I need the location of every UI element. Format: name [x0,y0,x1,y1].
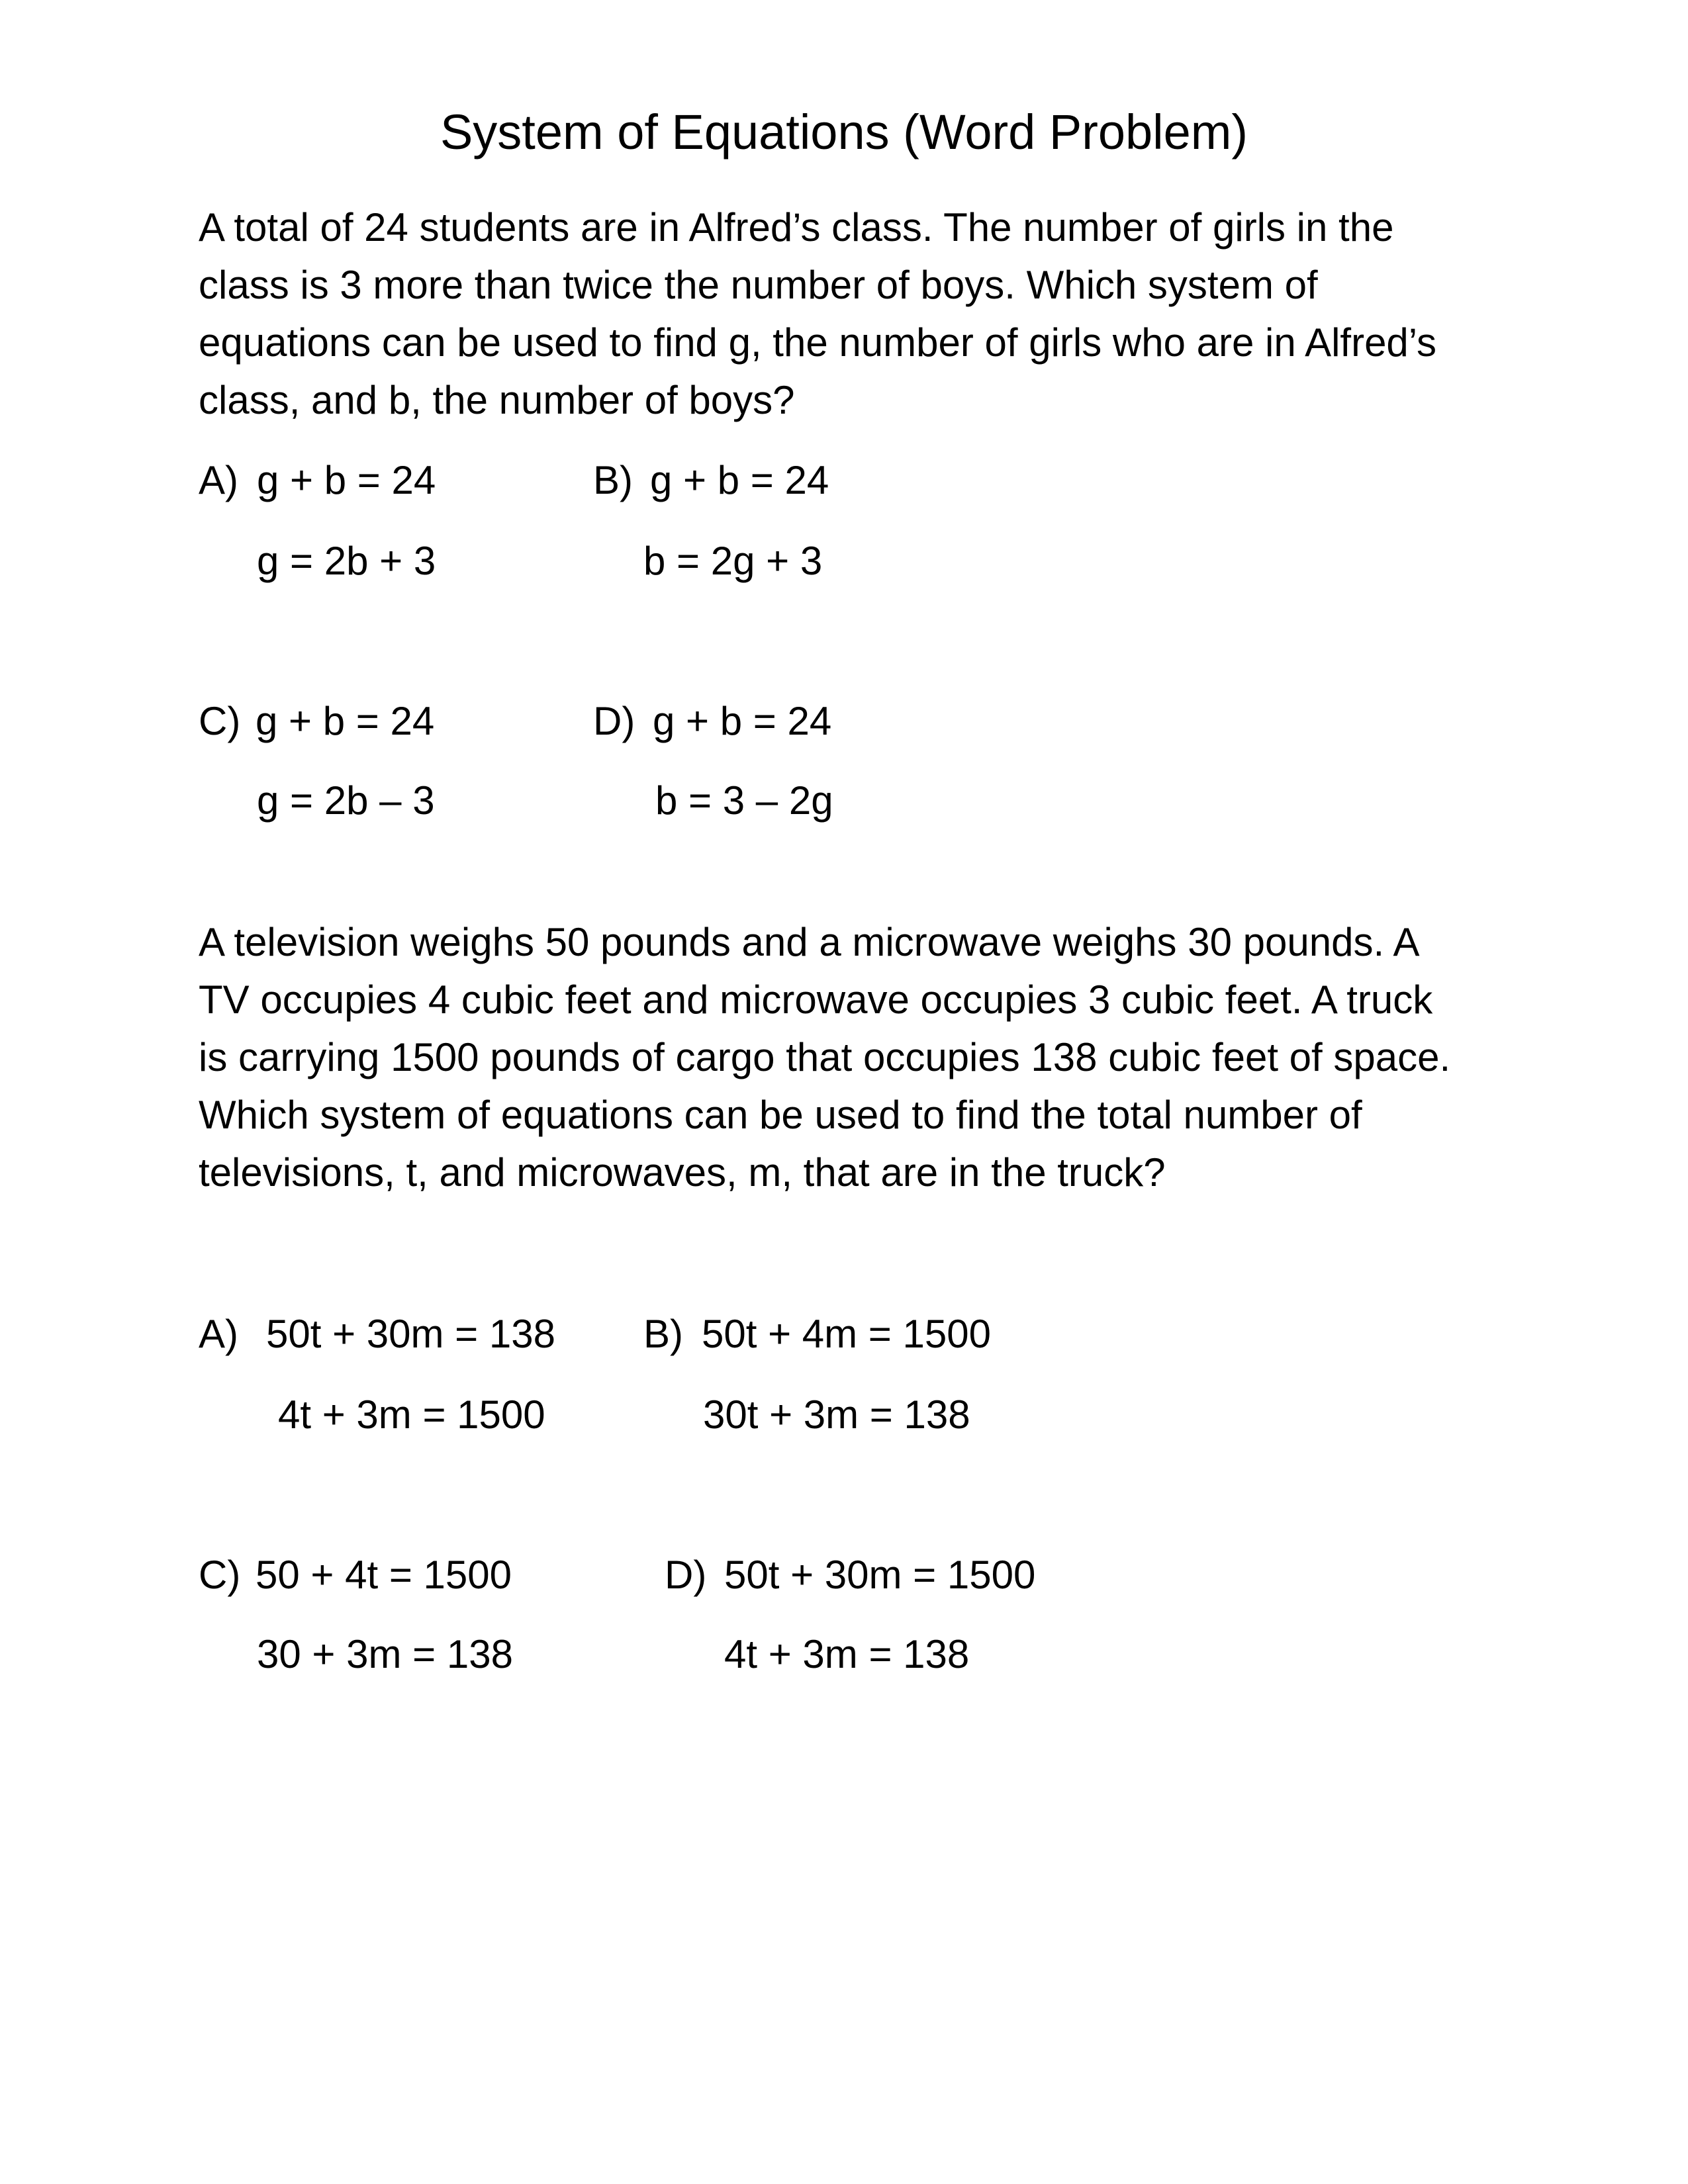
choice-label: C) [199,699,241,743]
problem-1-text [199,199,1496,429]
choice-equation-2: 4t + 3m = 138 [724,1632,970,1676]
choice-equation-2: 4t + 3m = 1500 [278,1392,545,1437]
problem-2-line: Which system of equations can be used to find the total number of [199,1093,1362,1137]
choice-equation-1: g + b = 24 [256,699,435,743]
choice-equation-2: b = 3 – 2g [655,778,833,823]
problem-2-text [199,913,1496,1201]
choice-label: D) [665,1553,707,1597]
page-title: System of Equations (Word Problem) [440,105,1248,159]
choice-equation-2: 30t + 3m = 138 [703,1392,970,1437]
choice-label: B) [643,1312,683,1356]
problem-1-line: class is 3 more than twice the number of boys. Which system of [199,263,1318,307]
choice-label: A) [199,458,238,502]
choice-equation-2: g = 2b – 3 [257,778,435,823]
choice-equation-2: 30 + 3m = 138 [257,1632,513,1676]
choice-equation-1: g + b = 24 [650,458,829,502]
choice-equation-2: g = 2b + 3 [257,539,436,583]
choice-equation-2: b = 2g + 3 [643,539,823,583]
problem-2-line: televisions, t, and microwaves, m, that are in the truck? [199,1150,1166,1195]
problem-2-line: TV occupies 4 cubic feet and microwave occupies 3 cubic feet. A truck [199,978,1433,1022]
choice-label: C) [199,1553,241,1597]
choice-equation-1: 50t + 30m = 1500 [724,1553,1036,1597]
problem-1-line: class, and b, the number of boys? [199,378,795,422]
problem-2-line: is carrying 1500 pounds of cargo that occupies 138 cubic feet of space. [199,1035,1451,1079]
choice-equation-1: 50t + 30m = 138 [266,1312,555,1356]
choice-equation-1: 50 + 4t = 1500 [256,1553,512,1597]
choice-equation-1: g + b = 24 [257,458,436,502]
choice-label: D) [593,699,635,743]
choice-equation-1: 50t + 4m = 1500 [702,1312,991,1356]
choice-label: A) [199,1312,238,1356]
problem-1-line: equations can be used to find g, the number of girls who are in Alfred’s [199,320,1437,365]
problem-1-line: A total of 24 students are in Alfred’s class. The number of girls in the [199,205,1394,250]
choice-label: B) [593,458,633,502]
problem-2-line: A television weighs 50 pounds and a microwave weighs 30 pounds. A [199,920,1420,964]
choice-equation-1: g + b = 24 [653,699,832,743]
